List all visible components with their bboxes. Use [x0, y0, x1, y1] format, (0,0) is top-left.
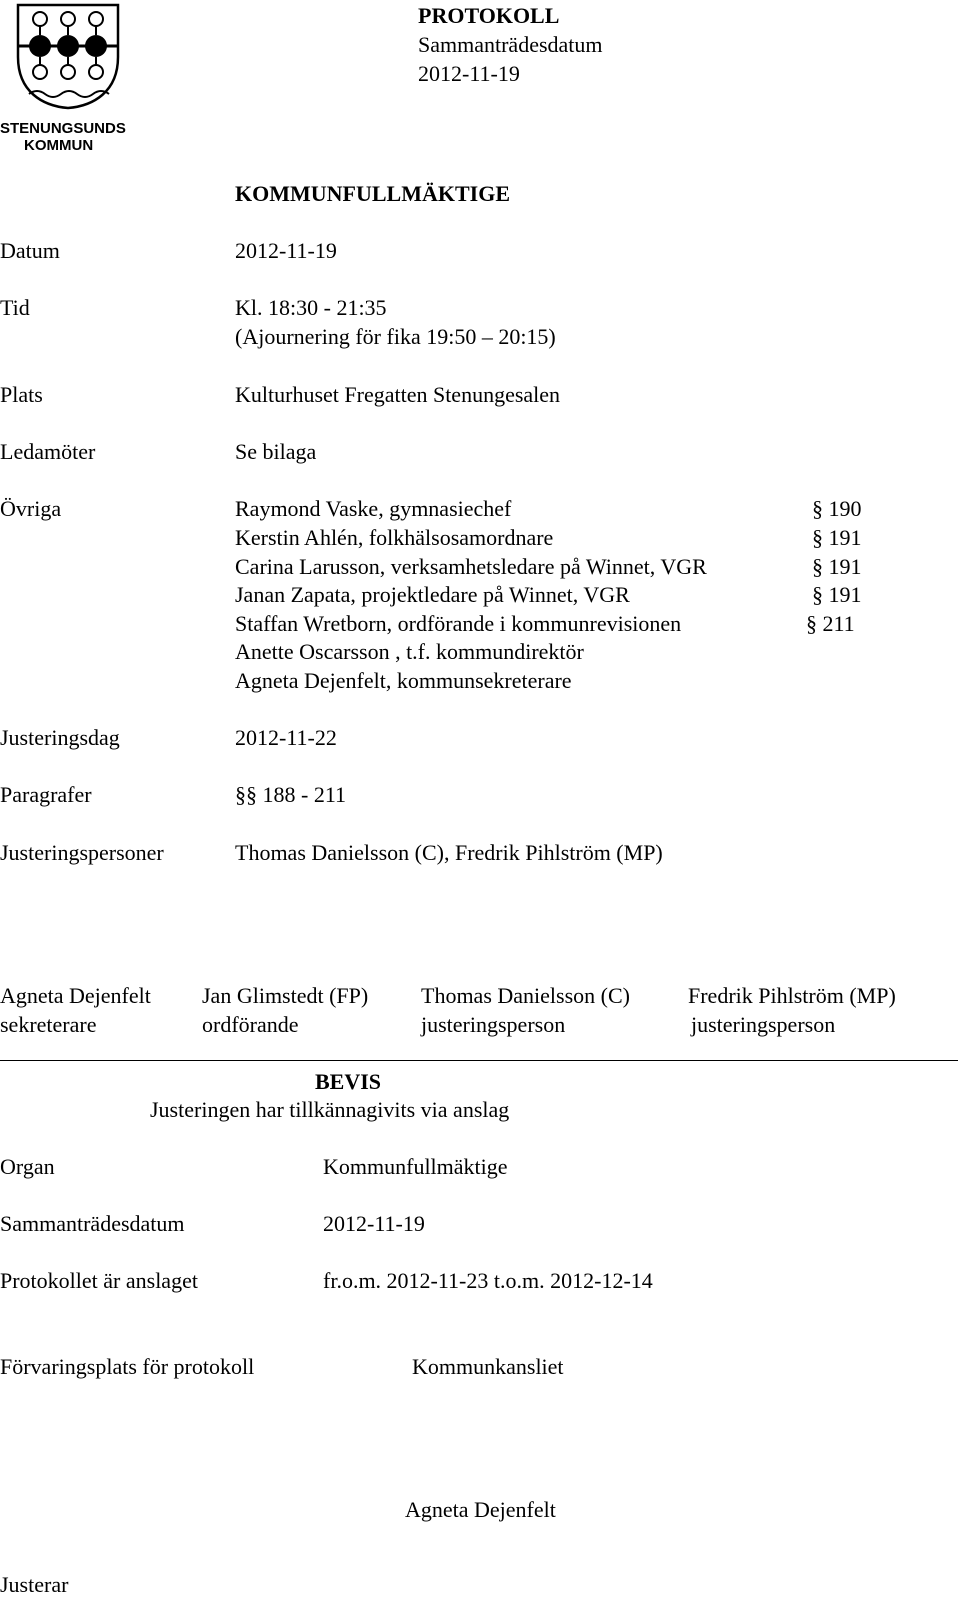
organ-label: Organ: [0, 1154, 55, 1179]
paragrafer-value: §§ 188 - 211: [235, 782, 347, 807]
paragrafer-label: Paragrafer: [0, 782, 92, 807]
tid-label: Tid: [0, 295, 30, 320]
justeringsdag-value: 2012-11-22: [235, 725, 337, 750]
ovriga-label: Övriga: [0, 496, 62, 521]
tid-note: (Ajournering för fika 19:50 – 20:15): [235, 324, 556, 349]
ledamoter-label: Ledamöter: [0, 439, 96, 464]
justeringsdag-label: Justeringsdag: [0, 725, 120, 750]
signer-role: justeringsperson: [421, 1012, 566, 1037]
forvaring-value: Kommunkansliet: [412, 1354, 564, 1379]
organ-value: Kommunfullmäktige: [323, 1154, 508, 1179]
signer-name: Thomas Danielsson (C): [421, 983, 630, 1008]
page-title: KOMMUNFULLMÄKTIGE: [235, 181, 510, 206]
municipality-logo: [0, 0, 145, 160]
justeringspersoner-label: Justeringspersoner: [0, 840, 164, 865]
plats-label: Plats: [0, 382, 43, 407]
justeringspersoner-value: Thomas Danielsson (C), Fredrik Pihlström (MP): [235, 840, 663, 865]
signer-name: Jan Glimstedt (FP): [202, 983, 369, 1008]
list-item: Staffan Wretborn, ordförande i kommunrevisionen: [235, 611, 682, 636]
list-item: Raymond Vaske, gymnasiechef: [235, 496, 512, 521]
datum-label: Datum: [0, 238, 60, 263]
bevis-subtitle: Justeringen har tillkännagivits via anslag: [150, 1097, 510, 1122]
signer-name: Fredrik Pihlström (MP): [688, 983, 896, 1008]
logo-line-1: STENUNGSUNDS: [0, 120, 126, 137]
meeting-date-label: Sammanträdesdatum: [418, 32, 603, 57]
forvaring-label: Förvaringsplats för protokoll: [0, 1354, 255, 1379]
datum-value: 2012-11-19: [235, 238, 337, 263]
list-item: Janan Zapata, projektledare på Winnet, VGR: [235, 582, 630, 607]
paragraph-ref: § 211: [806, 611, 855, 636]
justerar-label: Justerar: [0, 1572, 69, 1597]
divider: [0, 1060, 958, 1061]
list-item: Carina Larusson, verksamhetsledare på Winnet, VGR: [235, 554, 707, 579]
document-type: PROTOKOLL: [418, 3, 560, 28]
list-item: Kerstin Ahlén, folkhälsosamordnare: [235, 525, 554, 550]
signer-role: ordförande: [202, 1012, 299, 1037]
plats-value: Kulturhuset Fregatten Stenungesalen: [235, 382, 561, 407]
anslaget-label: Protokollet är anslaget: [0, 1268, 198, 1293]
tid-value: Kl. 18:30 - 21:35: [235, 295, 387, 320]
bevis-date-label: Sammanträdesdatum: [0, 1211, 185, 1236]
paragraph-ref: § 190: [812, 496, 862, 521]
bevis-date-value: 2012-11-19: [323, 1211, 425, 1236]
paragraph-ref: § 191: [812, 525, 862, 550]
bevis-title: BEVIS: [315, 1069, 382, 1094]
bevis-signer: Agneta Dejenfelt: [405, 1497, 556, 1522]
signer-role: justeringsperson: [691, 1012, 836, 1037]
ledamoter-value: Se bilaga: [235, 439, 317, 464]
signer-name: Agneta Dejenfelt: [0, 983, 151, 1008]
anslaget-value: fr.o.m. 2012-11-23 t.o.m. 2012-12-14: [323, 1268, 653, 1293]
meeting-date-value: 2012-11-19: [418, 61, 520, 86]
paragraph-ref: § 191: [812, 554, 862, 579]
paragraph-ref: § 191: [812, 582, 862, 607]
list-item: Anette Oscarsson , t.f. kommundirektör: [235, 639, 584, 664]
signer-role: sekreterare: [0, 1012, 97, 1037]
logo-line-2: KOMMUN: [24, 137, 94, 154]
coat-of-arms-icon: [15, 2, 140, 110]
list-item: Agneta Dejenfelt, kommunsekreterare: [235, 668, 572, 693]
